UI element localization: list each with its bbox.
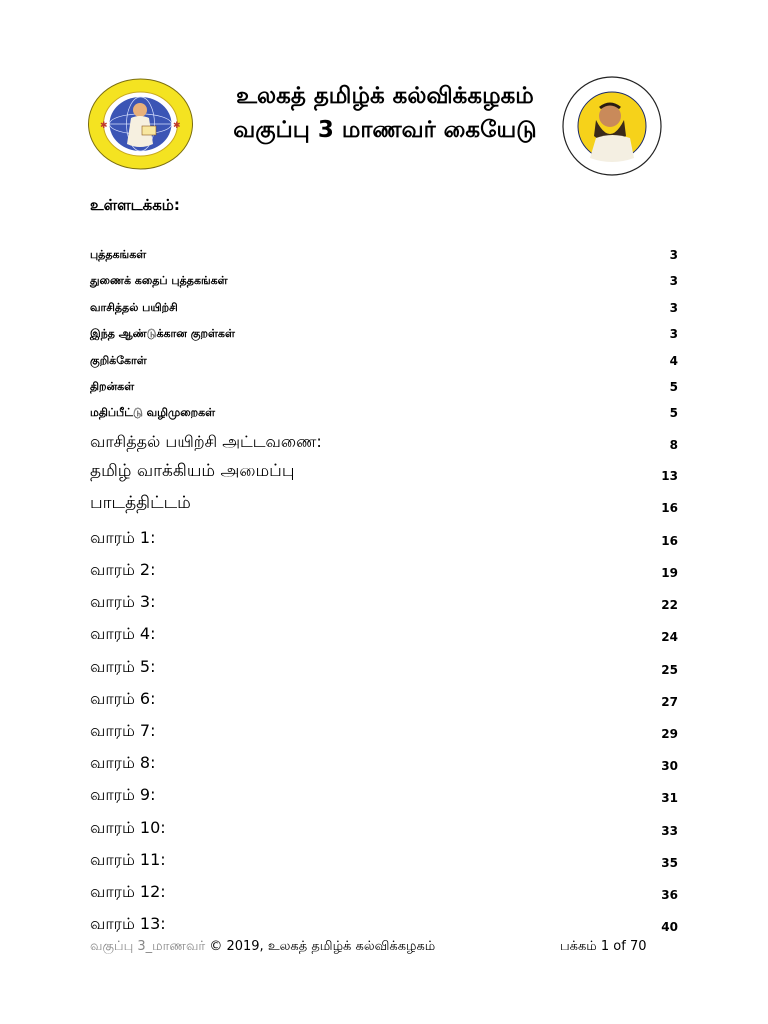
toc-entry-page: 35 [661, 856, 678, 870]
toc-entry-title: தமிழ் வாக்கியம் அமைப்பு [90, 461, 295, 481]
toc-entry-title: இந்த ஆண்டுக்கான குறள்கள் [90, 327, 235, 340]
toc-entry-page: 19 [661, 566, 678, 580]
toc-entry-page: 16 [661, 534, 678, 548]
toc-entry-title: வாசித்தல் பயிற்சி [90, 301, 178, 314]
toc-entry-title: வாரம் 6: [90, 689, 156, 708]
page-subtitle: வகுப்பு 3 மாணவர் கையேடு [233, 117, 537, 143]
toc-entry-title: வாரம் 12: [90, 882, 166, 901]
toc-entry-page: 33 [661, 824, 678, 838]
footer-class-label: வகுப்பு 3_மாணவர் [90, 939, 206, 954]
toc-entry-title: வாரம் 13: [90, 914, 166, 933]
toc-entry-title: வாரம் 10: [90, 818, 166, 837]
toc-entry-page: 29 [661, 727, 678, 741]
toc-entry-title: வாரம் 9: [90, 785, 156, 804]
toc-entry-page: 3 [669, 248, 678, 262]
toc-entry-page: 4 [669, 354, 678, 368]
toc-entry-page: 40 [661, 920, 678, 934]
toc-entry-title: வாரம் 5: [90, 657, 156, 676]
toc-entry-title: வாசித்தல் பயிற்சி அட்டவணை: [90, 432, 322, 451]
toc-entry-page: 3 [669, 274, 678, 288]
page-title: உலகத் தமிழ்க் கல்விக்கழகம் [236, 83, 534, 109]
toc-entry-title: மதிப்பீட்டு வழிமுறைகள் [90, 406, 216, 419]
toc-entry-page: 27 [661, 695, 678, 709]
toc-heading: உள்ளடக்கம்: [90, 196, 180, 214]
toc-entry-page: 22 [661, 598, 678, 612]
toc-entry-title: குறிக்கோள் [90, 354, 147, 367]
toc-entry-title: புத்தகங்கள் [90, 248, 147, 261]
academy-logo-left [87, 78, 194, 170]
toc-entry-title: வாரம் 11: [90, 850, 166, 869]
toc-entry-page: 24 [661, 630, 678, 644]
page-footer [90, 939, 435, 955]
toc-entry-title: வாரம் 7: [90, 721, 156, 740]
toc-entry-page: 25 [661, 663, 678, 677]
toc-entry-title: துணைக் கதைப் புத்தகங்கள் [90, 274, 228, 287]
footer-copyright: © 2019, உலகத் தமிழ்க் கல்விக்கழகம் [209, 939, 436, 954]
toc-entry-page: 13 [661, 469, 678, 483]
toc-entry-page: 36 [661, 888, 678, 902]
toc-entry-title: வாரம் 1: [90, 528, 156, 547]
footer-page-number: பக்கம் 1 of 70 [560, 939, 647, 954]
toc-entry-page: 8 [669, 438, 678, 452]
toc-entry-page: 30 [661, 759, 678, 773]
toc-entry-page: 3 [669, 327, 678, 341]
toc-entry-title: வாரம் 4: [90, 624, 156, 643]
toc-entry-page: 31 [661, 791, 678, 805]
toc-entry-page: 5 [669, 380, 678, 394]
toc-entry-title: பாடத்திட்டம் [90, 493, 191, 513]
academy-logo-right [560, 76, 664, 176]
svg-text:✱: ✱ [173, 121, 181, 131]
toc-entry-page: 5 [669, 406, 678, 420]
toc-entry-title: வாரம் 2: [90, 560, 156, 579]
toc-entry-title: வாரம் 8: [90, 753, 156, 772]
toc-entry-page: 16 [661, 501, 678, 515]
toc-entry-page: 3 [669, 301, 678, 315]
toc-entry-title: திறன்கள் [90, 380, 135, 393]
svg-text:✱: ✱ [100, 121, 108, 131]
toc-entry-title: வாரம் 3: [90, 592, 156, 611]
